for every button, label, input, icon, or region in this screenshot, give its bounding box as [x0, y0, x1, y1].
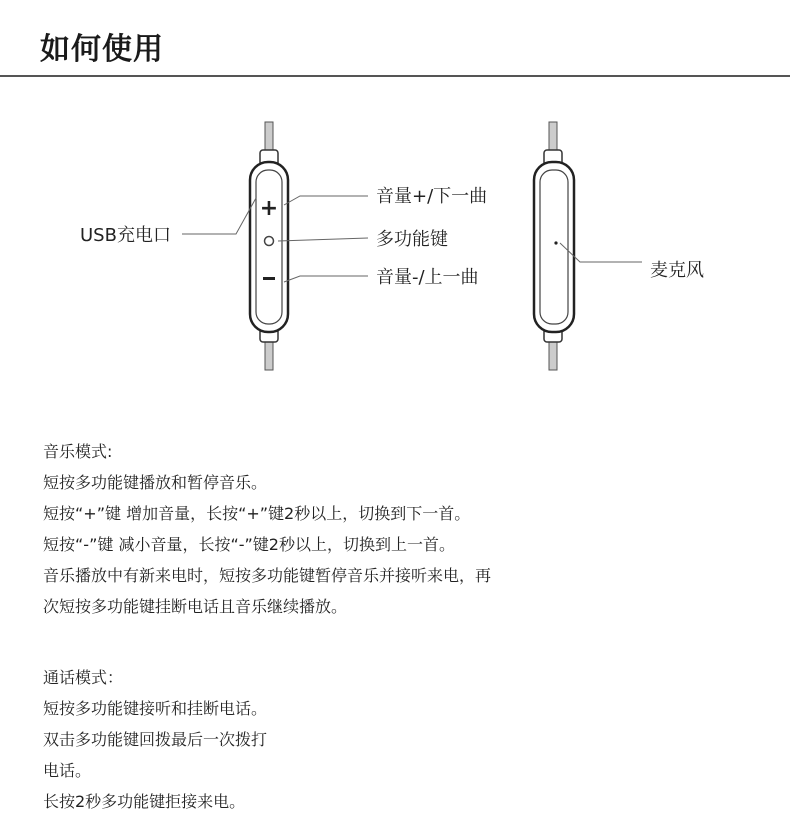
usb-leader-line	[182, 198, 256, 234]
volume-up-label: 音量+/下一曲	[376, 186, 488, 207]
music-mode-line: 次短按多功能键挂断电话且音乐继续播放。	[43, 597, 348, 616]
call-mode-line: 短按多功能键接听和挂断电话。	[43, 699, 268, 718]
front-remote-inner	[256, 170, 282, 324]
remote-control-diagram	[0, 110, 790, 380]
front-cable-bottom	[265, 338, 273, 370]
volume-down-label: 音量-/上一曲	[376, 267, 479, 288]
vol-down-leader-line	[284, 276, 368, 282]
microphone-hole	[554, 241, 557, 244]
page-title: 如何使用	[40, 32, 164, 67]
back-cable-top	[549, 122, 557, 152]
call-mode-line: 双击多功能键回拨最后一次拨打	[43, 730, 268, 749]
music-mode-line: 短按多功能键播放和暂停音乐。	[43, 473, 268, 492]
music-mode-line: 短按“+”键 增加音量，长按“+”键2秒以上，切换到下一首。	[43, 504, 471, 523]
music-mode-line: 短按“-”键 减小音量，长按“-”键2秒以上，切换到上一首。	[43, 535, 455, 554]
back-remote	[534, 122, 574, 370]
multi-leader-line	[278, 238, 368, 241]
plus-button: +	[259, 196, 279, 221]
usb-charge-port-label: USB充电口	[80, 225, 171, 246]
title-divider	[0, 75, 790, 77]
multifunction-label: 多功能键	[376, 229, 448, 250]
vol-up-leader-line	[284, 196, 368, 205]
back-cable-bottom	[549, 338, 557, 370]
call-mode-line: 长按2秒多功能键拒接来电。	[43, 792, 246, 811]
front-cable-top	[265, 122, 273, 152]
minus-button	[263, 277, 275, 280]
microphone-label: 麦克风	[650, 260, 704, 281]
music-mode-line: 音乐播放中有新来电时，短按多功能键暂停音乐并接听来电，再	[43, 566, 492, 585]
call-mode-section	[43, 662, 267, 817]
music-mode-heading: 音乐模式:	[43, 442, 113, 461]
call-mode-heading: 通话模式：	[43, 668, 124, 687]
call-mode-line: 电话。	[43, 761, 92, 780]
front-remote	[250, 122, 288, 370]
music-mode-section	[43, 436, 491, 622]
